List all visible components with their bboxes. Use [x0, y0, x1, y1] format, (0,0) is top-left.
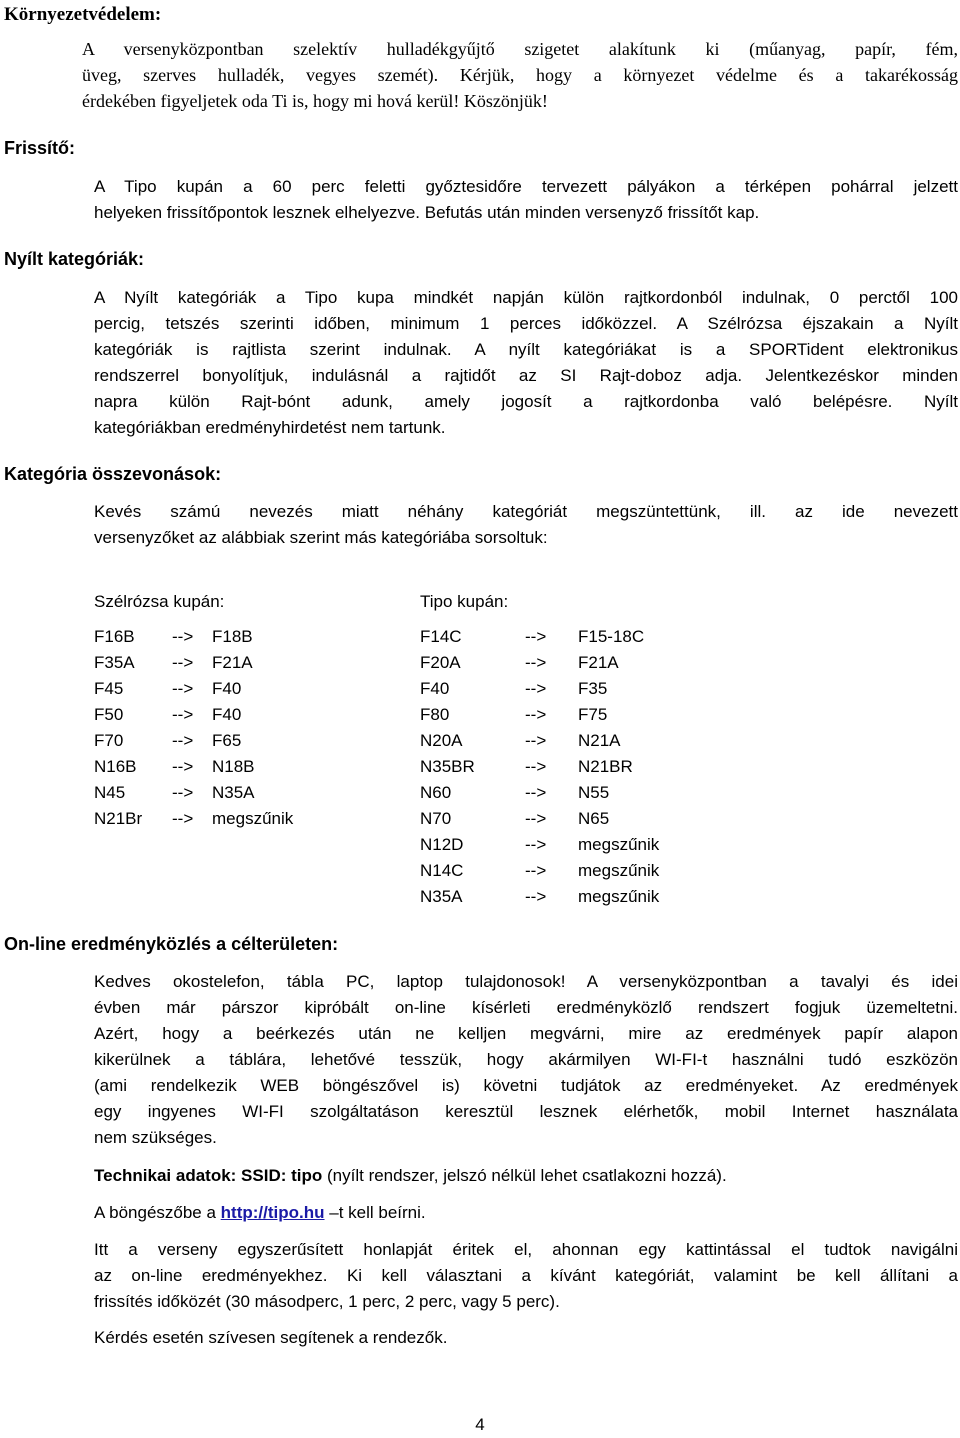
source-category: N60	[420, 783, 452, 802]
source-category: N35BR	[420, 757, 475, 776]
text-line: A Nyílt kategóriák a Tipo kupa mindkét napján külön rajtkordonból indulnak, 0 perctől 100	[94, 288, 958, 307]
arrow: -->	[172, 705, 194, 724]
source-category: F16B	[94, 627, 135, 646]
category-merge-row	[420, 702, 680, 728]
source-category: F20A	[420, 653, 461, 672]
category-merge-row	[94, 780, 354, 806]
arrow: -->	[172, 653, 194, 672]
arrow: -->	[525, 887, 547, 906]
text-line: versenyzőket az alábbiak szerint más kategóriába sorsoltuk:	[94, 528, 548, 547]
category-merge-row	[420, 624, 680, 650]
heading-open-categories: Nyílt kategóriák:	[4, 249, 145, 269]
paragraph-refreshment	[94, 174, 958, 226]
browser-text-pre: A böngészőbe a	[94, 1203, 221, 1222]
text-line: helyeken frissítőpontok lesznek elhelyezve. Befutás után minden versenyző frissítőt kap.	[94, 203, 760, 222]
target-category: N21BR	[578, 757, 633, 776]
text-line: egy ingyenes WI-FI szolgáltatáson keresztül lesznek elérhetők, mobil Internet használata	[94, 1102, 958, 1121]
source-category: N45	[94, 783, 126, 802]
category-merge-row	[94, 676, 354, 702]
paragraph-homepage	[94, 1237, 958, 1315]
category-merge-row	[94, 806, 354, 832]
target-category: megszűnik	[578, 887, 660, 906]
closing-line: Kérdés esetén szívesen segítenek a rendezők.	[94, 1328, 448, 1347]
browser-text-post: –t kell beírni.	[324, 1203, 426, 1222]
arrow: -->	[172, 809, 194, 828]
source-category: N16B	[94, 757, 137, 776]
heading-environment: Környezetvédelem:	[4, 4, 162, 25]
text-line: rendszerrel bonyolítjuk, indulásnál a rajtidőt az SI Rajt-doboz adja. Jelentkezéskor minden	[94, 366, 958, 385]
paragraph-open-categories	[94, 285, 958, 441]
text-line: nem szükséges.	[94, 1128, 217, 1147]
source-category: N20A	[420, 731, 463, 750]
source-category: F14C	[420, 627, 462, 646]
target-category: megszűnik	[578, 835, 660, 854]
text-line: Kedves okostelefon, tábla PC, laptop tulajdonosok! A versenyközpontban a tavalyi és idei	[94, 972, 958, 991]
arrow: -->	[525, 705, 547, 724]
browser-line	[94, 1200, 958, 1226]
heading-category-merges: Kategória összevonások:	[4, 464, 222, 484]
source-category: F35A	[94, 653, 135, 672]
paragraph-category-merges	[94, 499, 958, 551]
text-line: (ami rendelkezik WEB böngészővel is) követni tudjátok az eredményeket. Az eredmények	[94, 1076, 958, 1095]
arrow: -->	[525, 835, 547, 854]
text-line: A Tipo kupán a 60 perc feletti győztesidőre tervezett pályákon a térképen pohárral jelzett	[94, 177, 958, 196]
technical-data-label: Technikai adatok: SSID: tipo	[94, 1166, 323, 1185]
category-merge-row	[420, 858, 680, 884]
paragraph-online-results	[94, 969, 958, 1151]
text-line: Kevés számú nevezés miatt néhány kategóriát megszüntettünk, ill. az ide nevezett	[94, 502, 958, 521]
heading-online-results: On-line eredményközlés a célterületen:	[4, 934, 339, 954]
category-merge-row	[94, 624, 354, 650]
source-category: F40	[420, 679, 450, 698]
arrow: -->	[525, 757, 547, 776]
technical-data-detail: (nyílt rendszer, jelszó nélkül lehet csatlakozni hozzá).	[322, 1166, 727, 1185]
paragraph-environment	[82, 36, 958, 114]
arrow: -->	[172, 627, 194, 646]
source-category: F50	[94, 705, 124, 724]
target-category: F35	[578, 679, 608, 698]
text-line: évben már párszor kipróbált on-line kísérleti eredményközlő rendszert fogjuk üzemeltetni.	[94, 998, 958, 1017]
category-merge-row	[420, 806, 680, 832]
category-merge-row	[420, 832, 680, 858]
heading-refreshment: Frissítő:	[4, 138, 76, 158]
category-merge-row	[94, 702, 354, 728]
arrow: -->	[172, 731, 194, 750]
page-number: 4	[475, 1415, 485, 1434]
target-category: F40	[212, 679, 242, 698]
source-category: F45	[94, 679, 124, 698]
text-line: üveg, szerves hulladék, vegyes szemét). Kérjük, hogy a környezet védelme és a takarékosság	[82, 65, 958, 85]
arrow: -->	[172, 679, 194, 698]
tipo-label: Tipo kupán:	[420, 592, 509, 611]
text-line: frissítés időközét (30 másodperc, 1 perc, 2 perc, vagy 5 perc).	[94, 1292, 560, 1311]
category-merge-row	[420, 780, 680, 806]
category-merge-row	[420, 754, 680, 780]
arrow: -->	[525, 783, 547, 802]
arrow: -->	[525, 861, 547, 880]
tipo-link[interactable]: http://tipo.hu	[220, 1203, 325, 1222]
source-category: F70	[94, 731, 124, 750]
category-merge-row	[94, 754, 354, 780]
category-merge-row	[420, 650, 680, 676]
target-category: N21A	[578, 731, 621, 750]
text-line: Itt a verseny egyszerűsített honlapját éritek el, ahonnan egy kattintással el tudtok navigálni	[94, 1240, 958, 1259]
arrow: -->	[525, 731, 547, 750]
target-category: N65	[578, 809, 610, 828]
technical-data-line	[94, 1163, 958, 1189]
target-category: F15-18C	[578, 627, 645, 646]
target-category: F18B	[212, 627, 253, 646]
target-category: F40	[212, 705, 242, 724]
target-category: F21A	[212, 653, 253, 672]
category-merge-row	[420, 728, 680, 754]
szelrozsa-label: Szélrózsa kupán:	[94, 592, 225, 611]
text-line: kategóriákban eredményhirdetést nem tartunk.	[94, 418, 446, 437]
category-merge-row	[420, 676, 680, 702]
text-line: kategóriák is rajtlista szerint indulnak. A nyílt kategóriákat is a SPORTident elektronikus	[94, 340, 958, 359]
source-category: F80	[420, 705, 450, 724]
source-category: N12D	[420, 835, 464, 854]
arrow: -->	[525, 653, 547, 672]
target-category: megszűnik	[578, 861, 660, 880]
text-line: A versenyközpontban szelektív hulladékgyűjtő szigetet alakítunk ki (műanyag, papír, fém,	[82, 39, 958, 59]
arrow: -->	[525, 627, 547, 646]
arrow: -->	[525, 809, 547, 828]
target-category: F75	[578, 705, 608, 724]
category-merge-row	[94, 728, 354, 754]
target-category: N35A	[212, 783, 255, 802]
category-merge-row	[420, 884, 680, 910]
source-category: N35A	[420, 887, 463, 906]
target-category: megszűnik	[212, 809, 294, 828]
target-category: N55	[578, 783, 610, 802]
arrow: -->	[525, 679, 547, 698]
target-category: F21A	[578, 653, 619, 672]
target-category: N18B	[212, 757, 255, 776]
text-line: Azért, hogy a beérkezés után ne kelljen megvárni, mire az eredmények papír alapon	[94, 1024, 958, 1043]
source-category: N21Br	[94, 809, 143, 828]
target-category: F65	[212, 731, 242, 750]
arrow: -->	[172, 783, 194, 802]
text-line: az on-line eredményekhez. Ki kell választani a kívánt kategóriát, valamint be kell állítani a	[94, 1266, 958, 1285]
text-line: percig, tetszés szerinti időben, minimum 1 perces időközzel. A Szélrózsa éjszakain a Nyílt	[94, 314, 958, 333]
text-line: érdekében figyeljetek oda Ti is, hogy mi hová kerül! Köszönjük!	[82, 91, 548, 111]
text-line: kikerülnek a táblára, lehetővé tesszük, hogy akármilyen WI-FI-t használni tudó eszközön	[94, 1050, 958, 1069]
arrow: -->	[172, 757, 194, 776]
source-category: N14C	[420, 861, 464, 880]
category-merge-row	[94, 650, 354, 676]
source-category: N70	[420, 809, 452, 828]
text-line: napra külön Rajt-bónt adunk, amely jogosít a rajtkordonba való belépésre. Nyílt	[94, 392, 958, 411]
